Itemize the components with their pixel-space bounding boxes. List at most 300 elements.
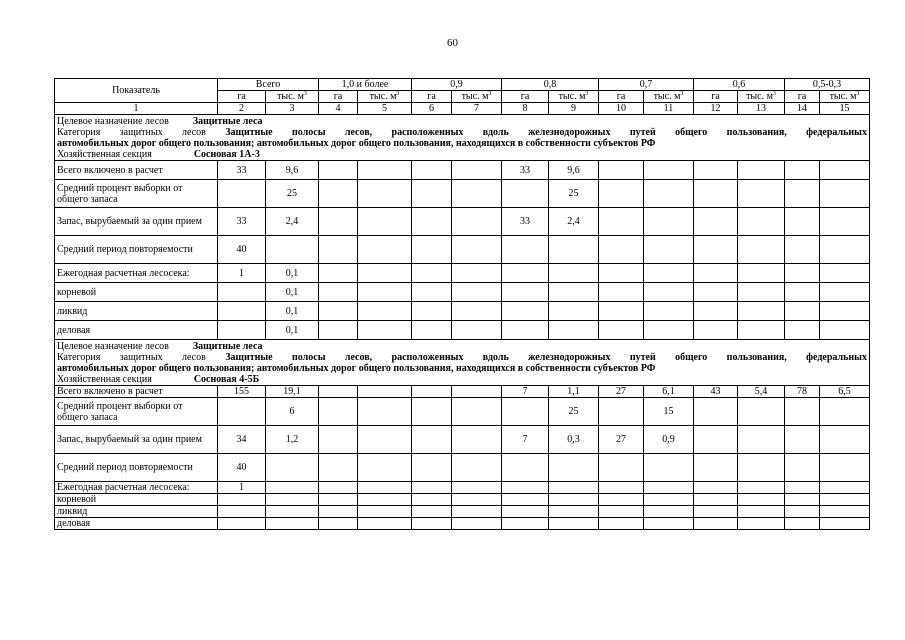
- table-cell: [452, 208, 502, 236]
- economic-section-value: Сосновая 1А-3: [193, 148, 260, 160]
- table-cell: [319, 236, 358, 264]
- table-cell: [785, 398, 820, 426]
- unit-superscript: 3: [680, 91, 684, 97]
- unit-ha: [694, 91, 738, 103]
- table-cell: [820, 426, 870, 454]
- row-label: ликвид: [55, 506, 218, 518]
- table-cell: [412, 454, 452, 482]
- table-cell: [266, 454, 319, 482]
- table-cell: 7: [502, 426, 549, 454]
- unit-thousand-text: тыс. м: [558, 91, 586, 102]
- table-cell: [820, 518, 870, 530]
- table-cell: [319, 426, 358, 454]
- table-cell: [785, 180, 820, 208]
- table-cell: 34: [218, 426, 266, 454]
- unit-thousand-m3: [266, 91, 319, 103]
- table-cell: [694, 454, 738, 482]
- table-cell: 1,1: [549, 386, 599, 398]
- column-number: 10: [599, 103, 644, 115]
- row-label: Всего включено в расчет: [55, 161, 218, 180]
- column-number: 9: [549, 103, 599, 115]
- table-cell: 25: [549, 180, 599, 208]
- table-cell: [452, 161, 502, 180]
- unit-ha: [502, 91, 549, 103]
- table-cell: [599, 180, 644, 208]
- unit-ha-text: га: [616, 91, 626, 102]
- table-cell: [644, 283, 694, 302]
- table-cell: [319, 398, 358, 426]
- table-cell: 2,4: [266, 208, 319, 236]
- table-cell: [785, 454, 820, 482]
- unit-superscript: 3: [303, 91, 307, 97]
- row-label: ликвид: [55, 302, 218, 321]
- table-row: [55, 161, 870, 180]
- table-cell: [785, 506, 820, 518]
- table-cell: [738, 236, 785, 264]
- table-cell: [644, 506, 694, 518]
- table-cell: [452, 283, 502, 302]
- unit-ha-text: га: [520, 91, 530, 102]
- table-cell: [319, 506, 358, 518]
- table-cell: [319, 518, 358, 530]
- table-cell: [599, 302, 644, 321]
- table-cell: [694, 426, 738, 454]
- table-cell: [502, 398, 549, 426]
- table-cell: [599, 482, 644, 494]
- table-cell: 0,1: [266, 283, 319, 302]
- table-cell: [412, 302, 452, 321]
- table-cell: [452, 236, 502, 264]
- header-group: 0,9: [412, 79, 502, 91]
- table-cell: [412, 208, 452, 236]
- header-group: 0,8: [502, 79, 599, 91]
- row-label: Запас, вырубаемый за один прием: [55, 426, 218, 454]
- table-cell: [319, 264, 358, 283]
- table-cell: [452, 506, 502, 518]
- table-cell: [694, 264, 738, 283]
- table-cell: [452, 426, 502, 454]
- section-heading: [55, 115, 870, 161]
- table-cell: [358, 302, 412, 321]
- table-row: [55, 506, 870, 518]
- table-cell: [266, 482, 319, 494]
- table-cell: [785, 302, 820, 321]
- table-cell: [412, 506, 452, 518]
- table-cell: [412, 264, 452, 283]
- purpose-line: [57, 341, 867, 352]
- table-cell: [694, 518, 738, 530]
- table-cell: [319, 321, 358, 340]
- unit-thousand-m3: [549, 91, 599, 103]
- table-cell: [820, 494, 870, 506]
- table-cell: 43: [694, 386, 738, 398]
- column-number: 14: [785, 103, 820, 115]
- header-group: 0,5-0,3: [785, 79, 870, 91]
- table-cell: [785, 518, 820, 530]
- table-cell: [358, 518, 412, 530]
- column-number: 7: [452, 103, 502, 115]
- table-cell: 0,3: [549, 426, 599, 454]
- table-cell: [502, 506, 549, 518]
- unit-ha-text: га: [333, 91, 343, 102]
- table-cell: [549, 283, 599, 302]
- table-cell: [358, 321, 412, 340]
- table-cell: [738, 302, 785, 321]
- table-cell: [218, 506, 266, 518]
- table-cell: [358, 426, 412, 454]
- table-cell: 19,1: [266, 386, 319, 398]
- header-group: 0,6: [694, 79, 785, 91]
- table-cell: [694, 321, 738, 340]
- unit-ha: [218, 91, 266, 103]
- table-cell: 1: [218, 264, 266, 283]
- table-cell: [412, 518, 452, 530]
- table-cell: 25: [549, 398, 599, 426]
- table-cell: 5,4: [738, 386, 785, 398]
- table-cell: [599, 398, 644, 426]
- table-cell: [452, 454, 502, 482]
- table-cell: 0,1: [266, 302, 319, 321]
- table-cell: [452, 386, 502, 398]
- column-number: 4: [319, 103, 358, 115]
- table-cell: [738, 518, 785, 530]
- table-cell: [412, 482, 452, 494]
- table-cell: 33: [218, 161, 266, 180]
- table-cell: [358, 386, 412, 398]
- category-continuation: автомобильных дорог общего пользования; автомобильных дорог общего пользования, находящихся в собственности субъектов РФ: [57, 362, 656, 374]
- table-cell: [644, 454, 694, 482]
- table-cell: [694, 506, 738, 518]
- table-cell: [738, 426, 785, 454]
- unit-ha-text: га: [711, 91, 720, 102]
- column-number: 13: [738, 103, 785, 115]
- table-cell: 9,6: [266, 161, 319, 180]
- table-cell: [820, 264, 870, 283]
- table-cell: [820, 454, 870, 482]
- table-row: [55, 264, 870, 283]
- table-cell: [738, 506, 785, 518]
- header-row-groups: [55, 79, 870, 91]
- table-cell: [785, 236, 820, 264]
- row-label: Средний период повторяемости: [55, 236, 218, 264]
- table-cell: [785, 321, 820, 340]
- table-cell: [785, 208, 820, 236]
- table-cell: [599, 506, 644, 518]
- economic-section-label: Хозяйственная секция: [57, 373, 152, 385]
- table-cell: [502, 180, 549, 208]
- table-cell: [644, 208, 694, 236]
- row-label: Ежегодная расчетная лесосека:: [55, 482, 218, 494]
- table-cell: [644, 161, 694, 180]
- unit-thousand-m3: [358, 91, 412, 103]
- row-label: корневой: [55, 283, 218, 302]
- table-cell: [644, 482, 694, 494]
- table-cell: [412, 180, 452, 208]
- table-cell: [502, 494, 549, 506]
- table-cell: [358, 398, 412, 426]
- table-cell: [452, 264, 502, 283]
- table-cell: [358, 236, 412, 264]
- column-number: 5: [358, 103, 412, 115]
- table-cell: [694, 482, 738, 494]
- table-cell: [358, 454, 412, 482]
- table-cell: 25: [266, 180, 319, 208]
- table-cell: [738, 454, 785, 482]
- table-row: [55, 302, 870, 321]
- unit-superscript: 3: [396, 91, 400, 97]
- table-cell: [358, 494, 412, 506]
- table-cell: [738, 264, 785, 283]
- table-cell: 6,1: [644, 386, 694, 398]
- table-cell: [694, 398, 738, 426]
- table-cell: [218, 283, 266, 302]
- section-heading-row: [55, 115, 870, 161]
- table-cell: [694, 302, 738, 321]
- table-cell: [599, 236, 644, 264]
- table-cell: [785, 283, 820, 302]
- table-cell: [599, 518, 644, 530]
- unit-thousand-text: тыс. м: [746, 91, 773, 102]
- header-row-numbers: [55, 103, 870, 115]
- table-cell: 33: [502, 161, 549, 180]
- column-number: 12: [694, 103, 738, 115]
- unit-ha-text: га: [797, 91, 807, 102]
- table-cell: [319, 208, 358, 236]
- table-cell: 6,5: [820, 386, 870, 398]
- table-cell: [358, 264, 412, 283]
- table-cell: [599, 321, 644, 340]
- unit-thousand-m3: [452, 91, 502, 103]
- table-cell: [549, 321, 599, 340]
- table-cell: [502, 283, 549, 302]
- table-cell: 1: [218, 482, 266, 494]
- category-line: [57, 352, 867, 363]
- table-cell: [502, 321, 549, 340]
- table-cell: [599, 208, 644, 236]
- table-cell: [218, 302, 266, 321]
- table-cell: [358, 482, 412, 494]
- unit-ha-text: га: [237, 91, 246, 102]
- unit-ha-text: га: [427, 91, 436, 102]
- unit-thousand-text: тыс. м: [277, 91, 304, 102]
- economic-section-label: Хозяйственная секция: [57, 148, 152, 160]
- table-cell: [452, 302, 502, 321]
- column-number: 11: [644, 103, 694, 115]
- table-cell: [820, 208, 870, 236]
- table-cell: [694, 236, 738, 264]
- table-cell: [785, 426, 820, 454]
- table-cell: [644, 264, 694, 283]
- table-cell: [644, 236, 694, 264]
- column-number: 15: [820, 103, 870, 115]
- unit-thousand-text: тыс. м: [829, 91, 857, 102]
- table-cell: [266, 506, 319, 518]
- table-cell: [502, 482, 549, 494]
- purpose-line: [57, 116, 867, 127]
- unit-thousand-text: тыс. м: [653, 91, 681, 102]
- table-cell: [412, 236, 452, 264]
- row-label: Средний процент выборки от общего запаса: [55, 180, 218, 208]
- row-label: Запас, вырубаемый за один прием: [55, 208, 218, 236]
- table-cell: [549, 264, 599, 283]
- category-label: Категория защитных лесов: [57, 351, 206, 363]
- table-cell: [820, 283, 870, 302]
- table-cell: [412, 161, 452, 180]
- unit-ha: [599, 91, 644, 103]
- table-cell: 15: [644, 398, 694, 426]
- table-cell: [412, 321, 452, 340]
- table-cell: [694, 180, 738, 208]
- table-cell: [644, 321, 694, 340]
- table-cell: [502, 518, 549, 530]
- table-cell: [218, 398, 266, 426]
- table-cell: [599, 494, 644, 506]
- purpose-label: Целевое назначение лесов: [57, 115, 169, 127]
- table-cell: [358, 283, 412, 302]
- table-cell: 33: [502, 208, 549, 236]
- table-row: [55, 386, 870, 398]
- table-cell: [820, 302, 870, 321]
- table-cell: 0,1: [266, 321, 319, 340]
- table-cell: [358, 506, 412, 518]
- table-cell: [785, 494, 820, 506]
- table-row: [55, 283, 870, 302]
- table-cell: 7: [502, 386, 549, 398]
- row-label: Средний процент выборки от общего запаса: [55, 398, 218, 426]
- column-number: 1: [55, 103, 218, 115]
- section-heading-row: [55, 340, 870, 386]
- table-cell: 2,4: [549, 208, 599, 236]
- table-cell: [319, 302, 358, 321]
- header-indicator: Показатель: [55, 79, 218, 103]
- table-cell: [452, 494, 502, 506]
- table-cell: [319, 482, 358, 494]
- table-header: [55, 79, 870, 115]
- page-number: 60: [447, 37, 458, 49]
- table-cell: [218, 518, 266, 530]
- purpose-label: Целевое назначение лесов: [57, 340, 169, 352]
- table-cell: [644, 302, 694, 321]
- unit-superscript: 3: [585, 91, 589, 97]
- unit-superscript: 3: [772, 91, 776, 97]
- table-cell: [644, 494, 694, 506]
- table-cell: [599, 454, 644, 482]
- table-cell: [599, 264, 644, 283]
- table-row: [55, 180, 870, 208]
- purpose-value: Защитные леса: [192, 340, 263, 352]
- table-cell: [549, 302, 599, 321]
- table-cell: 9,6: [549, 161, 599, 180]
- table-row: [55, 208, 870, 236]
- table-cell: [452, 482, 502, 494]
- table-cell: [738, 208, 785, 236]
- table-row: [55, 426, 870, 454]
- table-cell: 40: [218, 236, 266, 264]
- table-cell: [820, 321, 870, 340]
- row-label: деловая: [55, 321, 218, 340]
- table-cell: 78: [785, 386, 820, 398]
- table-row: [55, 518, 870, 530]
- unit-thousand-m3: [820, 91, 870, 103]
- unit-superscript: 3: [488, 91, 492, 97]
- table-cell: [694, 161, 738, 180]
- table-cell: [502, 236, 549, 264]
- table-cell: [738, 482, 785, 494]
- economic-section-line: [57, 149, 867, 160]
- table-cell: [820, 180, 870, 208]
- table-row: [55, 321, 870, 340]
- purpose-value: Защитные леса: [192, 115, 263, 127]
- table-cell: [694, 494, 738, 506]
- category-line: [57, 127, 867, 138]
- unit-thousand-m3: [738, 91, 785, 103]
- table-cell: [785, 161, 820, 180]
- table-cell: [820, 398, 870, 426]
- table-cell: [738, 321, 785, 340]
- unit-ha: [412, 91, 452, 103]
- section-heading: [55, 340, 870, 386]
- table-cell: [738, 180, 785, 208]
- table-cell: [218, 321, 266, 340]
- column-number: 6: [412, 103, 452, 115]
- category-value: Защитные полосы лесов, расположенных вдоль железнодорожных путей общего пользования, федеральных: [225, 126, 867, 138]
- table-cell: 6: [266, 398, 319, 426]
- table-cell: [738, 494, 785, 506]
- table-cell: [502, 302, 549, 321]
- table-cell: [412, 398, 452, 426]
- table-cell: [412, 283, 452, 302]
- table-cell: 27: [599, 426, 644, 454]
- row-label: Всего включено в расчет: [55, 386, 218, 398]
- table-cell: [644, 518, 694, 530]
- table-cell: [412, 426, 452, 454]
- table-cell: [738, 398, 785, 426]
- table-cell: [644, 180, 694, 208]
- table-cell: [266, 236, 319, 264]
- column-number: 8: [502, 103, 549, 115]
- table-row: [55, 398, 870, 426]
- table-cell: [502, 454, 549, 482]
- table-cell: 27: [599, 386, 644, 398]
- cutting-volume-table: [54, 78, 870, 530]
- table-cell: [738, 283, 785, 302]
- table-cell: [358, 208, 412, 236]
- table-cell: [820, 236, 870, 264]
- table-cell: 40: [218, 454, 266, 482]
- economic-section-value: Сосновая 4-5Б: [193, 373, 260, 385]
- table-cell: [218, 180, 266, 208]
- table-cell: [319, 386, 358, 398]
- table-cell: [738, 161, 785, 180]
- unit-thousand-text: тыс. м: [461, 91, 489, 102]
- table-cell: 1,2: [266, 426, 319, 454]
- table-cell: [358, 180, 412, 208]
- table-cell: [319, 180, 358, 208]
- table-cell: [549, 236, 599, 264]
- header-group: 0,7: [599, 79, 694, 91]
- table-cell: [319, 283, 358, 302]
- table-cell: [319, 161, 358, 180]
- header-group: Всего: [218, 79, 319, 91]
- row-label: корневой: [55, 494, 218, 506]
- table-row: [55, 482, 870, 494]
- table-row: [55, 494, 870, 506]
- category-value: Защитные полосы лесов, расположенных вдоль железнодорожных путей общего пользования, федеральных: [225, 351, 867, 363]
- table-cell: 0,9: [644, 426, 694, 454]
- table-cell: [549, 506, 599, 518]
- column-number: 2: [218, 103, 266, 115]
- table-row: [55, 236, 870, 264]
